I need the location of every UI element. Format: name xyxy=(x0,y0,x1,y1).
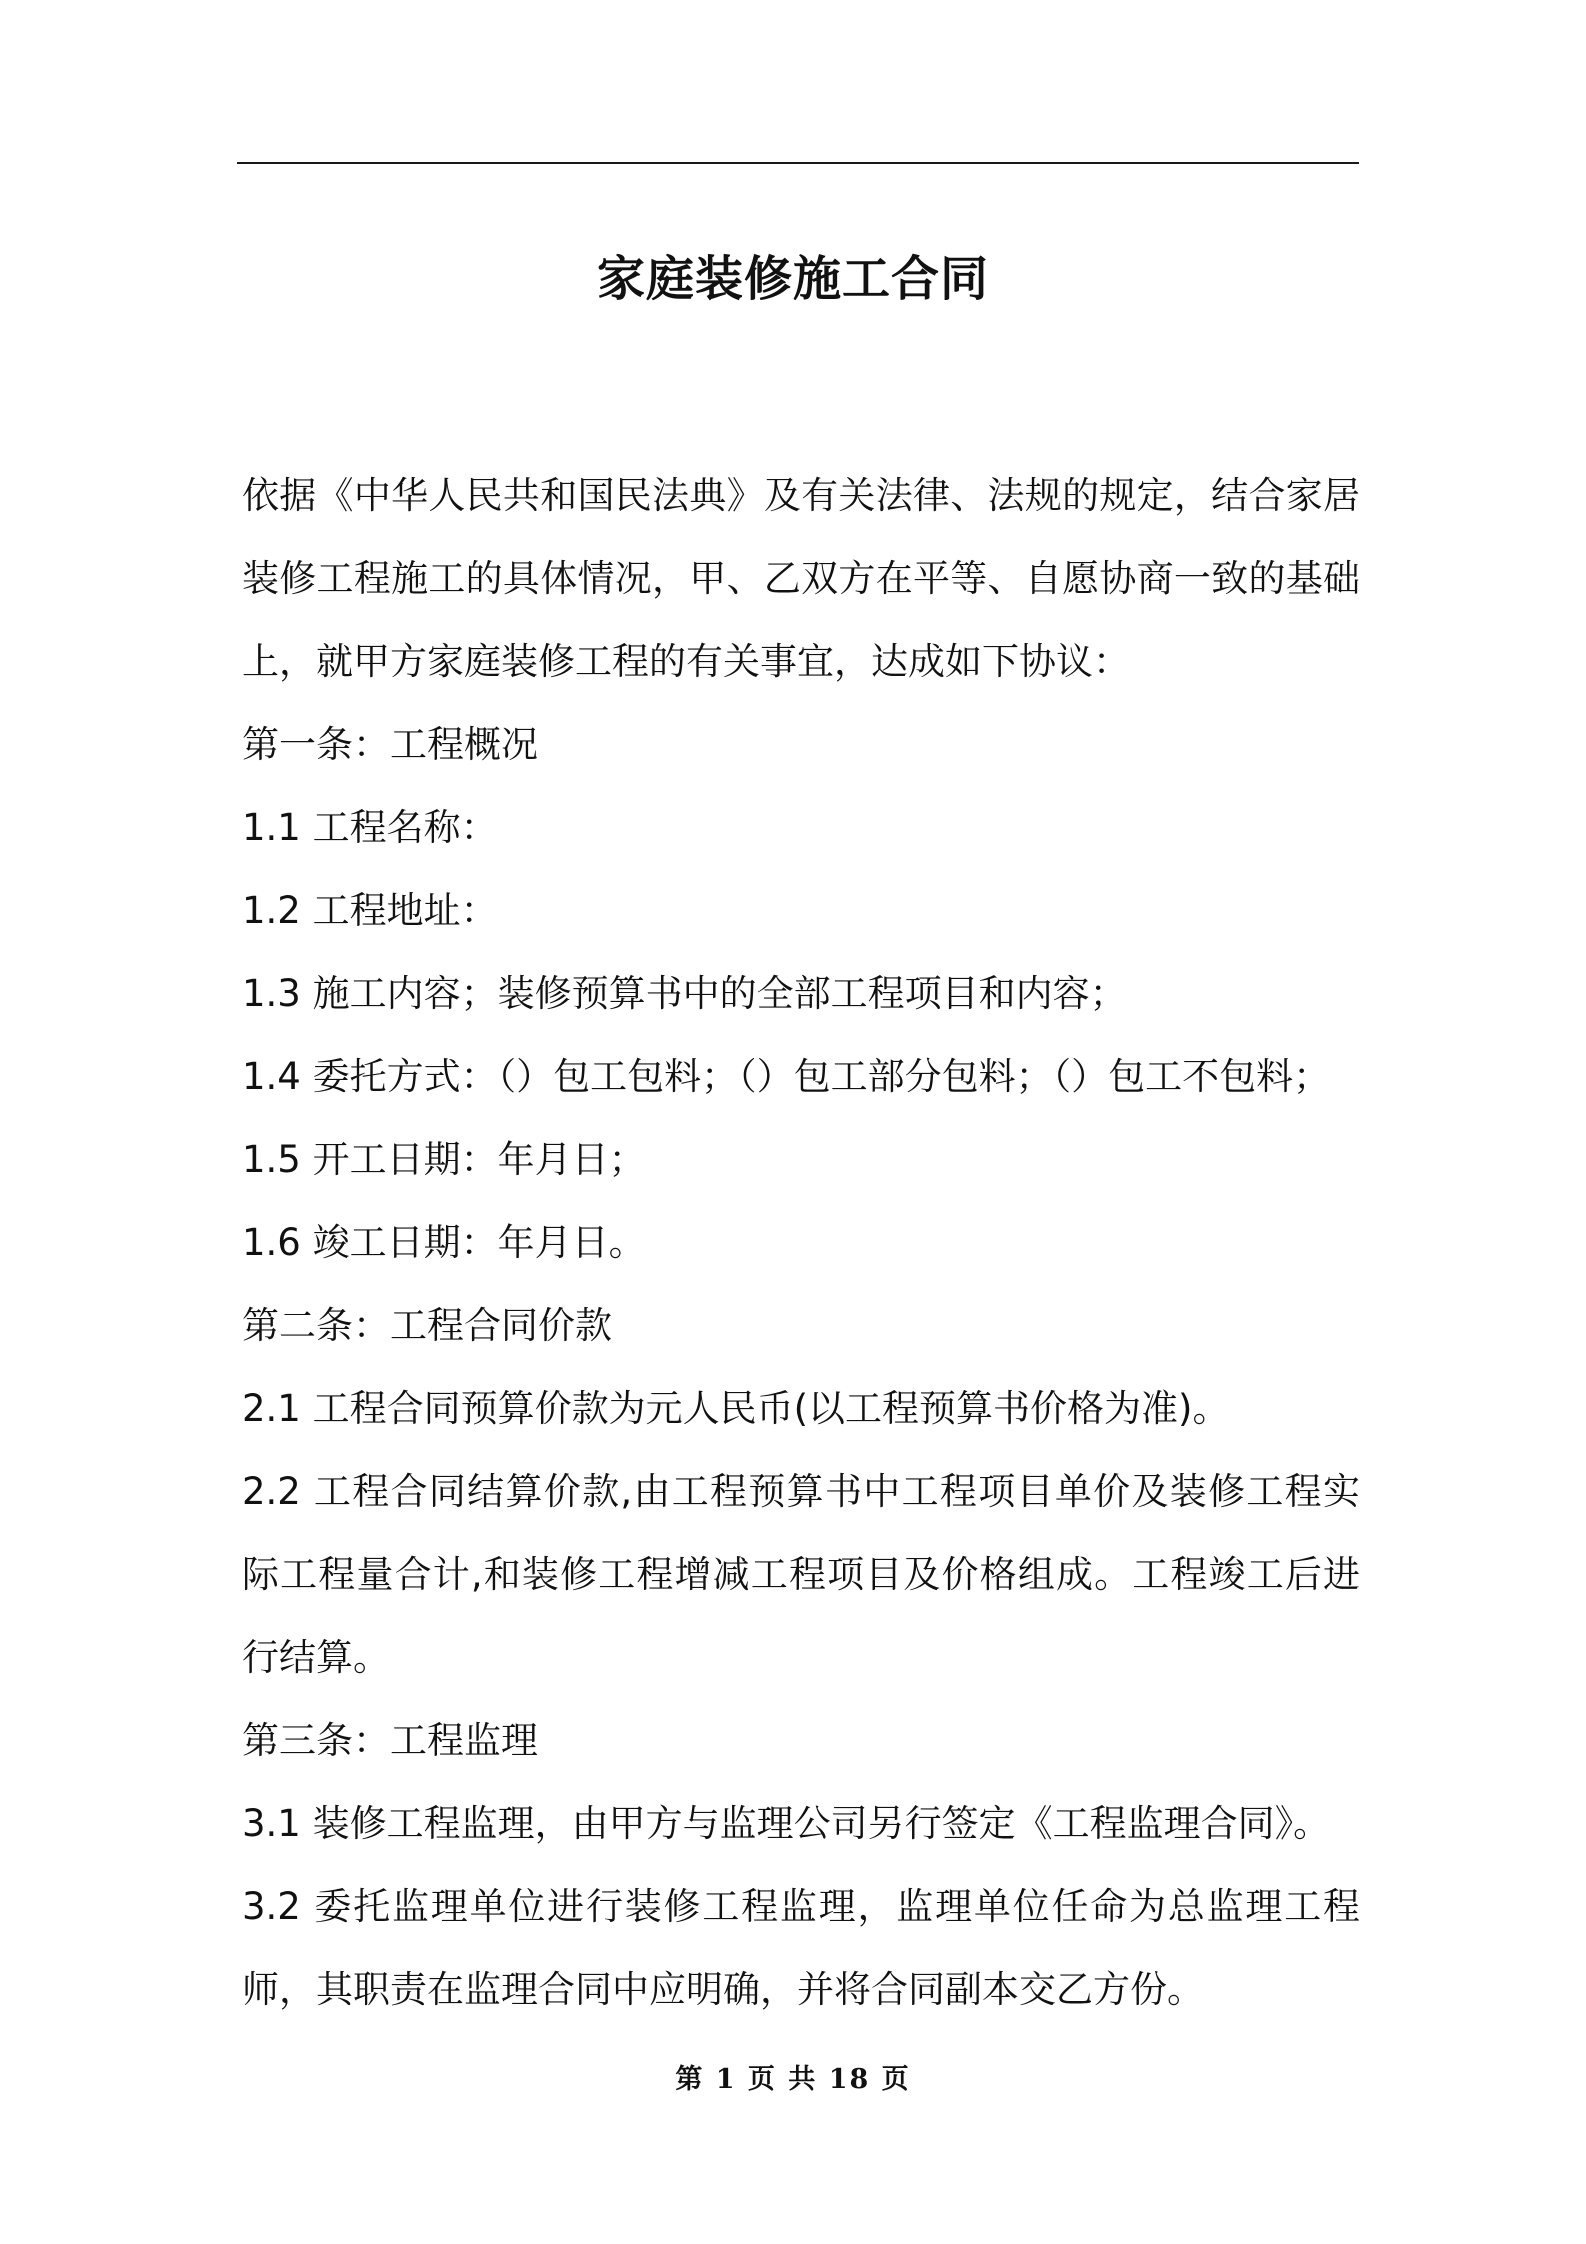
clause-1-3: 1.3 施工内容；装修预算书中的全部工程项目和内容； xyxy=(242,972,1127,1015)
article-3-heading: 第三条：工程监理 xyxy=(242,1719,538,1762)
article-1-heading: 第一条：工程概况 xyxy=(242,723,538,766)
preamble-paragraph: 依据《中华人民共和国民法典》及有关法律、法规的规定，结合家居装修工程施工的具体情况，甲、乙双方在平等、自愿协商一致的基础上，就甲方家庭装修工程的有关事宜，达成如下协议： xyxy=(242,474,1360,683)
clause-2-2: 2.2 工程合同结算价款,由工程预算书中工程项目单价及装修工程实际工程量合计,和装修工程增减工程项目及价格组成。工程竣工后进行结算。 xyxy=(242,1470,1360,1679)
clause-1-4: 1.4 委托方式：（）包工包料；（）包工部分包料；（）包工不包料； xyxy=(242,1055,1331,1098)
document-title: 家庭装修施工合同 xyxy=(596,251,989,308)
document-body xyxy=(242,454,1360,2031)
clause-1-6: 1.6 竣工日期：年月日。 xyxy=(242,1221,646,1264)
clause-2-1: 2.1 工程合同预算价款为元人民币(以工程预算书价格为准)。 xyxy=(242,1387,1230,1430)
header-rule xyxy=(237,162,1359,164)
article-2-heading: 第二条：工程合同价款 xyxy=(242,1304,612,1347)
clause-3-2: 3.2 委托监理单位进行装修工程监理，监理单位任命为总监理工程师，其职责在监理合同中应明确，并将合同副本交乙方份。 xyxy=(242,1885,1360,2011)
clause-3-1: 3.1 装修工程监理，由甲方与监理公司另行签定《工程监理合同》。 xyxy=(242,1802,1331,1845)
clause-1-1: 1.1 工程名称： xyxy=(242,806,498,849)
page-number-footer: 第 1 页 共 18 页 xyxy=(675,2064,911,2095)
clause-1-5: 1.5 开工日期：年月日； xyxy=(242,1138,646,1181)
clause-1-2: 1.2 工程地址： xyxy=(242,889,498,932)
